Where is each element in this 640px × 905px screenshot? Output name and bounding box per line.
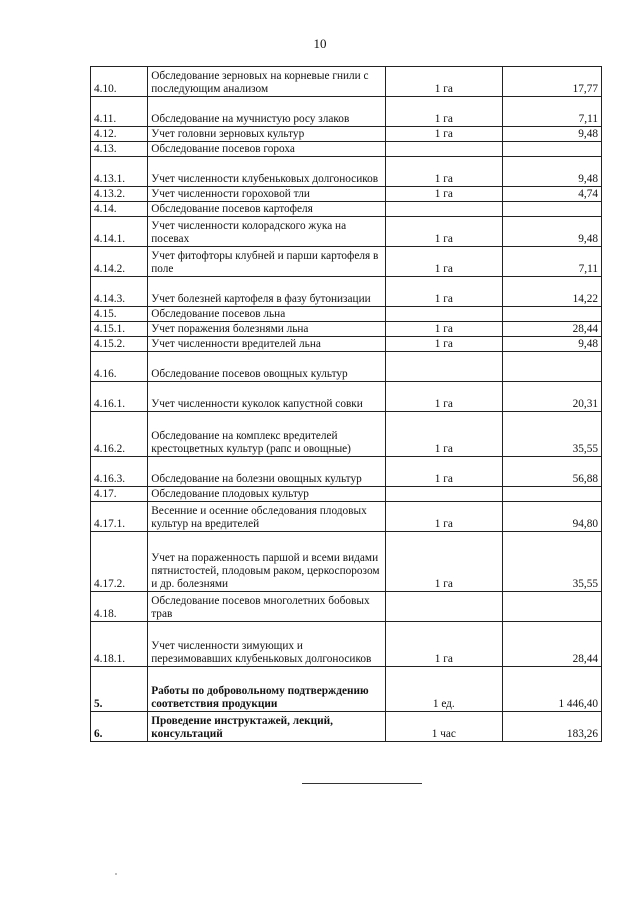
row-unit	[385, 592, 503, 622]
row-name: Обследование посевов многолетних бобовых трав	[148, 592, 385, 622]
table-row	[91, 307, 602, 322]
row-price: 4,74	[503, 187, 602, 202]
table-row	[91, 487, 602, 502]
row-price: 7,11	[503, 97, 602, 127]
row-number: 4.13.	[91, 142, 148, 157]
table-row	[91, 157, 602, 187]
row-price	[503, 307, 602, 322]
row-number: 4.15.1.	[91, 322, 148, 337]
table-row	[91, 67, 602, 97]
table-row	[91, 532, 602, 592]
row-name: Учет головни зерновых культур	[148, 127, 385, 142]
row-number: 4.15.	[91, 307, 148, 322]
row-unit	[385, 352, 503, 382]
row-price: 9,48	[503, 217, 602, 247]
table-row	[91, 502, 602, 532]
row-name: Учет численности зимующих и перезимовавших клубеньковых долгоносиков	[148, 622, 385, 667]
row-unit: 1 га	[385, 382, 503, 412]
row-name: Учет фитофторы клубней и парши картофеля в поле	[148, 247, 385, 277]
row-number: 4.13.2.	[91, 187, 148, 202]
row-number: 4.18.1.	[91, 622, 148, 667]
row-price: 183,26	[503, 712, 602, 742]
row-name: Проведение инструктажей, лекций, консультаций	[148, 712, 385, 742]
row-price: 35,55	[503, 412, 602, 457]
row-unit: 1 га	[385, 217, 503, 247]
row-name: Учет болезней картофеля в фазу бутонизации	[148, 277, 385, 307]
row-price	[503, 352, 602, 382]
row-price	[503, 592, 602, 622]
row-number: 4.14.1.	[91, 217, 148, 247]
price-table-body	[91, 67, 602, 742]
row-unit: 1 га	[385, 532, 503, 592]
row-name: Обследование посевов овощных культур	[148, 352, 385, 382]
row-price: 9,48	[503, 127, 602, 142]
row-number: 4.14.	[91, 202, 148, 217]
row-unit: 1 ед.	[385, 667, 503, 712]
row-price: 1 446,40	[503, 667, 602, 712]
row-name: Учет численности клубеньковых долгоносиков	[148, 157, 385, 187]
row-unit	[385, 307, 503, 322]
row-name: Обследование посевов картофеля	[148, 202, 385, 217]
row-price	[503, 142, 602, 157]
row-unit: 1 га	[385, 187, 503, 202]
row-unit	[385, 202, 503, 217]
row-price	[503, 202, 602, 217]
row-price: 14,22	[503, 277, 602, 307]
row-name: Весенние и осенние обследования плодовых культур на вредителей	[148, 502, 385, 532]
table-row	[91, 202, 602, 217]
row-number: 4.13.1.	[91, 157, 148, 187]
row-price	[503, 487, 602, 502]
row-number: 6.	[91, 712, 148, 742]
row-name: Учет численности куколок капустной совки	[148, 382, 385, 412]
row-name: Обследование плодовых культур	[148, 487, 385, 502]
row-name: Работы по добровольному подтверждению соответствия продукции	[148, 667, 385, 712]
table-row	[91, 142, 602, 157]
row-name: Учет на пораженность паршой и всеми видами пятнистостей, плодовым раком, церкоспорозом и др. болезнями	[148, 532, 385, 592]
row-unit: 1 га	[385, 247, 503, 277]
table-row	[91, 412, 602, 457]
scan-artifact	[115, 873, 117, 875]
row-number: 4.17.2.	[91, 532, 148, 592]
row-unit: 1 га	[385, 412, 503, 457]
row-price: 17,77	[503, 67, 602, 97]
row-number: 4.16.3.	[91, 457, 148, 487]
row-unit: 1 га	[385, 67, 503, 97]
table-row	[91, 382, 602, 412]
table-row	[91, 592, 602, 622]
table-row	[91, 712, 602, 742]
row-name: Обследование на болезни овощных культур	[148, 457, 385, 487]
row-unit: 1 га	[385, 97, 503, 127]
row-number: 4.14.3.	[91, 277, 148, 307]
table-row	[91, 322, 602, 337]
table-row	[91, 97, 602, 127]
table-row	[91, 247, 602, 277]
table-row	[91, 187, 602, 202]
table-row	[91, 277, 602, 307]
row-unit: 1 га	[385, 322, 503, 337]
row-unit: 1 час	[385, 712, 503, 742]
row-unit	[385, 487, 503, 502]
row-unit: 1 га	[385, 127, 503, 142]
row-price: 56,88	[503, 457, 602, 487]
table-row	[91, 217, 602, 247]
row-number: 4.16.1.	[91, 382, 148, 412]
row-unit	[385, 142, 503, 157]
row-price: 9,48	[503, 337, 602, 352]
row-price: 94,80	[503, 502, 602, 532]
row-unit: 1 га	[385, 457, 503, 487]
row-number: 4.10.	[91, 67, 148, 97]
row-name: Обследование посевов льна	[148, 307, 385, 322]
table-row	[91, 457, 602, 487]
row-number: 4.12.	[91, 127, 148, 142]
row-name: Обследование зерновых на корневые гнили с последующим анализом	[148, 67, 385, 97]
row-name: Обследование посевов гороха	[148, 142, 385, 157]
row-price: 20,31	[503, 382, 602, 412]
row-unit: 1 га	[385, 502, 503, 532]
row-number: 4.16.2.	[91, 412, 148, 457]
row-unit: 1 га	[385, 622, 503, 667]
table-row	[91, 622, 602, 667]
row-number: 4.14.2.	[91, 247, 148, 277]
row-name: Учет поражения болезнями льна	[148, 322, 385, 337]
row-name: Учет численности колорадского жука на посевах	[148, 217, 385, 247]
row-number: 4.15.2.	[91, 337, 148, 352]
row-number: 5.	[91, 667, 148, 712]
row-price: 7,11	[503, 247, 602, 277]
row-number: 4.16.	[91, 352, 148, 382]
row-unit: 1 га	[385, 337, 503, 352]
row-name: Обследование на комплекс вредителей крестоцветных культур (рапс и овощные)	[148, 412, 385, 457]
row-price: 9,48	[503, 157, 602, 187]
row-price: 35,55	[503, 532, 602, 592]
row-number: 4.17.	[91, 487, 148, 502]
row-number: 4.17.1.	[91, 502, 148, 532]
table-row	[91, 352, 602, 382]
row-name: Обследование на мучнистую росу злаков	[148, 97, 385, 127]
table-row	[91, 337, 602, 352]
page-number: 10	[313, 36, 327, 51]
price-table	[90, 66, 602, 742]
row-name: Учет численности вредителей льна	[148, 337, 385, 352]
row-number: 4.11.	[91, 97, 148, 127]
table-row	[91, 127, 602, 142]
footer-rule	[302, 783, 422, 784]
row-unit: 1 га	[385, 277, 503, 307]
row-name: Учет численности гороховой тли	[148, 187, 385, 202]
row-price: 28,44	[503, 622, 602, 667]
row-price: 28,44	[503, 322, 602, 337]
row-number: 4.18.	[91, 592, 148, 622]
row-unit: 1 га	[385, 157, 503, 187]
table-row	[91, 667, 602, 712]
